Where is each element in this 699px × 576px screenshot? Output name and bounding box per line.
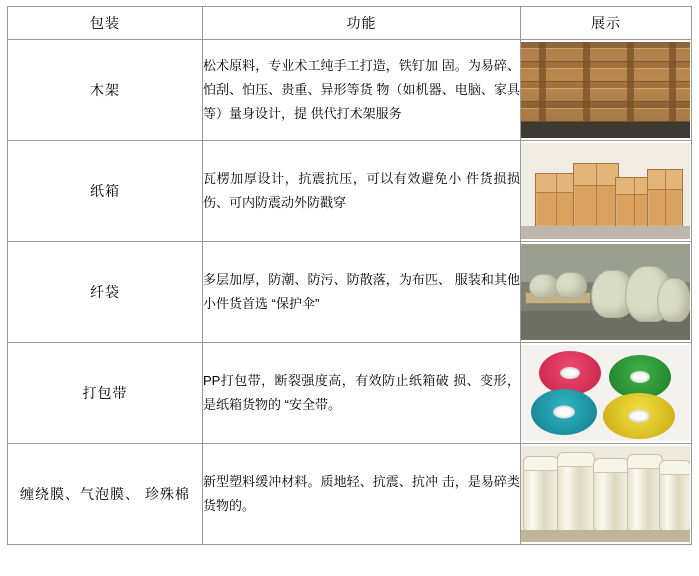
packaging-name: 木架 [8, 40, 203, 141]
table-row [8, 40, 692, 141]
packaging-description: 新型塑料缓冲材料。质地轻、抗震、抗冲 击，是易碎类货物的。 [203, 444, 521, 545]
packaging-description: 松术原料，专业术工纯手工打造，铁钉加 固。为易碎、怕刮、怕压、贵重、异形等货 物（如机器、电脑、家具等）量身设计，提 供代打术架服务 [203, 40, 521, 141]
packaging-image-cell [521, 444, 692, 545]
carton-box-photo [521, 143, 690, 239]
stretch-film-photo [521, 446, 690, 542]
packaging-description: 瓦楞加厚设计，抗震抗压，可以有效避免小 件货损损伤、可内防震动外防戳穿 [203, 141, 521, 242]
table-row [8, 141, 692, 242]
packaging-name: 纸箱 [8, 141, 203, 242]
table-row [8, 444, 692, 545]
column-header-packaging: 包装 [8, 7, 203, 40]
table-row [8, 343, 692, 444]
packaging-name: 纤袋 [8, 242, 203, 343]
packaging-image-cell [521, 242, 692, 343]
packaging-description: PP打包带，断裂强度高，有效防止纸箱破 损、变形，是纸箱货物的 “安全带。 [203, 343, 521, 444]
packaging-image-cell [521, 343, 692, 444]
table-header [8, 7, 692, 40]
packaging-description: 多层加厚，防潮、防污、防散落，为布匹、 服装和其他小件货首选 “保护伞” [203, 242, 521, 343]
table-header-row [8, 7, 692, 40]
document-page [0, 6, 699, 576]
wooden-crate-photo [521, 42, 690, 138]
packaging-image-cell [521, 40, 692, 141]
packaging-table [7, 6, 692, 545]
table-body [8, 40, 692, 545]
packaging-image-cell [521, 141, 692, 242]
woven-bag-photo [521, 244, 690, 340]
strapping-band-photo [521, 345, 690, 441]
column-header-display: 展示 [521, 7, 692, 40]
column-header-function: 功能 [203, 7, 521, 40]
packaging-name: 打包带 [8, 343, 203, 444]
table-row [8, 242, 692, 343]
packaging-name: 缠绕膜、气泡膜、 珍殊棉 [8, 444, 203, 545]
